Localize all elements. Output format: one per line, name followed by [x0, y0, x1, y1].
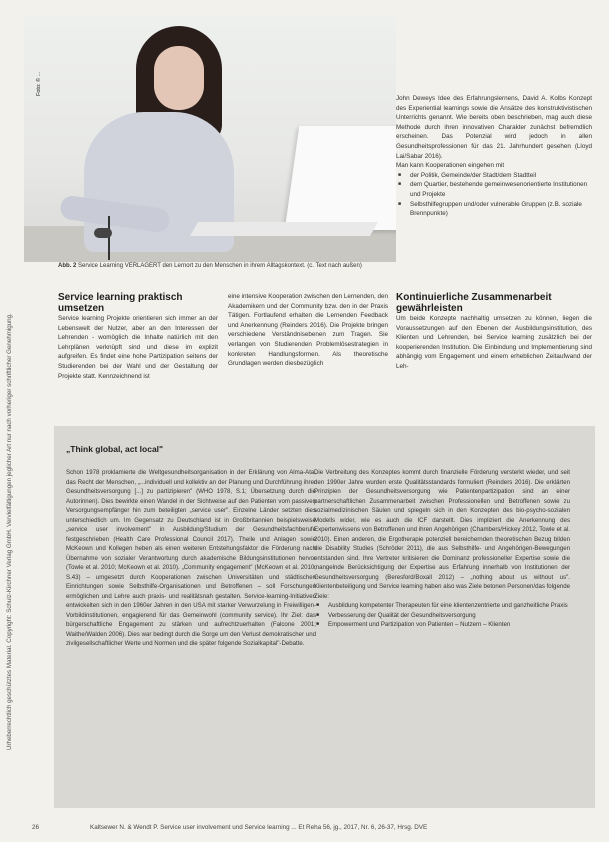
column-3: [396, 292, 592, 372]
column-1: [58, 292, 218, 381]
section-heading: Service learning praktisch umsetzen: [58, 292, 183, 314]
right-top-column: [396, 94, 592, 219]
right-top-paragraph: John Deweys Idee des Erfahrungslernens, David A. Kolbs Konzept des Experiential learnings sowie die Ansätze des konstruktivistischen Unterrichts genannt. Wie bereits oben beschrieben, mag auch diese Methode durch ihren innovativen Charakter zunächst befremdlich erscheinen. Das Potenzial wird jedoch in allen Gesundheitsprofessionen für das 21. Jahrhundert gesehen (Lloyd Lai/Sabar 2016).: [396, 95, 592, 160]
column-text: Service learning Projekte orientieren sich immer an der Lebenswelt der Nutzer, aber an den Interessen der Lehrenden - womöglich die Inhalte natürlich mit den Lehrplänen verknüpft sind und diese im explizit aufgreifen. Es findet eine hohe Partizipation seitens der Studierenden bei der Wahl und der Gestaltung der Projekte statt. Kennzeichnend ist: [58, 315, 218, 380]
photo-credit: Foto: © ...: [36, 71, 42, 96]
photo-laptop-screen: [285, 126, 396, 230]
column-text: Um beide Konzepte nachhaltig umsetzen zu können, liegen die Voraussetzungen auf den Ebenen der Ausbildungsinstitution, des Klienten und Lehrenden, bei Service learning zusätzlich bei der kooperierenden Institution. Die Einbindung und Implementierung sind abhängig vom Engagement und einem erheblichen Zeitaufwand der Leh-: [396, 315, 592, 370]
list-item: ■ dem Quartier, bestehende gemeinwesenorientierte Institutionen und Projekte: [396, 180, 592, 199]
cooperation-list: [396, 171, 592, 219]
info-box-right-column: [314, 468, 570, 630]
caption-label: Abb. 2: [58, 263, 77, 269]
column-text: eine intensive Kooperation zwischen den Lernenden, den Akademikern und der Community bzw. den in der Praxis Tätigen. Fortlaufend erhalten die Lernenden Feedback und Anerkennung (Reinders 2016). Die Projekte bringen verschiedene Verständnisebenen zum Tragen. Sie verlangen von Studierenden Problemlösestrategien in konkreten Handlungsformen. Als theoretische Grundlagen werden diesbezüglich: [228, 293, 388, 368]
list-item: ■ Empowerment und Partizipation von Patienten – Nutzern – Klienten: [314, 620, 570, 630]
goals-list: [314, 601, 570, 630]
list-item: ■ der Politik, Gemeinde/der Stadt/dem Stadtteil: [396, 171, 592, 181]
figure-caption: [58, 262, 388, 270]
copyright-text: Urheberrechtlich geschütztes Material. Copyright: Schulz-Kirchner Verlag GmbH. Vervielfältigungen jeglicher Art nur nach vorheriger schriftlicher Genehmigung.: [6, 313, 13, 750]
list-item: ■ Verbesserung der Qualität der Gesundheitsversorgung: [314, 611, 570, 621]
photo-mouse: [94, 228, 112, 238]
photo-cable: [108, 216, 110, 260]
info-box-left-text: Schon 1978 proklamierte die Weltgesundheitsorganisation in der Erklärung von Alma-Ata, das Recht der Menschen, „...individuell und kollektiv an der Planung und Durchführung ihrer Gesundheitsversorgung [...] zu partizipieren" (WHO 1978, S.1; Übersetzung durch die Autorinnen). Dies bewirkte einen Wandel in der Sichtweise auf den Patienten vom passiven Versorgungsempfänger hin zum beteiligten „service user". Einzelne Länder setzten dies unterschiedlich um. Im Gegensatz zu Deutschland ist in Großbritannien beispielsweise „service user involvement" in Ausbildung/Studium der Gesundheitsfachberufe festgeschrieben (Health Care Professional Council 2017). Theile und Anlagen sowie McKeown und Kollegen heben als einen weiteren Entstehungsfaktor die Förderung nach Übernahme von sozialer Verantwortung durch akademische Bildungsinstitutionen hervor (Towle et al. 2010; McKeown et al. 2010). „Community engagement" (McKeown et al. 2010, S.43) – umgesetzt durch Kooperationen zwischen Universitäten und städtischen Einrichtungen sowie Selbsthilfe-Organisationen und Betroffenen – soll Forschungen ermöglichen und Lehre auch praxis- und realitätsnah gestalten. Service-learning-Initiativen entwickelten sich in den 1960er Jahren in den USA mit starker Verwurzelung in Freiwilligen-Vorbildinstitutionen, engagierend für das Gemeinwohl (community service). Ihr Ziel: das bürgerschaftliche Engagement zu stärken und aufrechtzuerhalten (Falcone 2001; Waithe/Walden 2006). Dies war bedingt durch die Sorge um den Verlust demokratischer und zivilgesellschaftlicher Werte und Normen und die später folgende Sozialkapital"-Debatte.: [66, 469, 316, 647]
list-item: ■ Ausbildung kompetenter Therapeuten für eine klientenzentrierte und ganzheitliche Praxis: [314, 601, 570, 611]
photo-person-face: [154, 46, 204, 110]
caption-text: Service Learning VERLAGERT den Lernort zu den Menschen in ihrem Alltagskontext. (c. Text nach außen): [78, 263, 362, 269]
figure-photo: [24, 16, 396, 262]
footer-citation: Kaltsewer N. & Wendt P. Service user involvement und Service learning ... Et Reha 56, jg., 2017, Nr. 6, 26-37, Hrsg. DVE: [90, 824, 428, 831]
section-heading: Kontinuierliche Zusammenarbeit gewährleisten: [396, 292, 552, 314]
page-number: 26: [32, 824, 40, 831]
copyright-sidebar: [6, 60, 20, 750]
column-2: [228, 292, 388, 369]
info-box: [54, 426, 595, 808]
info-box-title: „Think global, act local": [66, 444, 164, 454]
photo-laptop-base: [190, 222, 378, 236]
list-item: ■ Selbsthilfegruppen und/oder vulnerable Gruppen (z.B. soziale Brennpunkte): [396, 200, 592, 219]
right-top-intro: Man kann Kooperationen eingehen mit: [396, 162, 505, 170]
info-box-left-column: [66, 468, 316, 649]
info-box-right-text: Die Verbreitung des Konzeptes kommt durch finanzielle Förderung versterkt wieder, und seit den 1990er Jahre wurden erste Qualitätsstandards formuliert (Reinders 2016). Die erklärten Prinzipien der Gesundheitsversorgung wie Patientenpartizipation sind an einer partnerschaftlichen Zusammenarbeit zwischen Professionellen und Betroffenen sowie zu sozialmedizinischen Säulen und spiegeln sich in den Konzepten des bio-psycho-sozialen Modells wider, wie es auch die ICF darstellt. Dies impliziert die Anerkennung des Expertenwissens von Betroffenen und ihren Angehörigen (Chambers/Hickey 2012, Towle et al. 2010). Einen anderen, die Ergotherapie potenziell bereichernden theoretischen Bezug bilden die Disability Studies (Schröder 2011), die aus Selbsthilfe- und Angehörigen-Bewegungen entstanden sind. Ihre Vertreter kritisieren die Dominanz professioneller Expertise sowie die mangelnde Berücksichtigung der Expertise aus Erfahrung innerhalb von Institutionen der Gesundheitsversorgung (Beresford/Boxall 2012) – „nothing about us without us". Klientenbeteiligung und Service learning haben also was Ziele betonen Personen/das folgende Ziele:: [314, 469, 570, 600]
